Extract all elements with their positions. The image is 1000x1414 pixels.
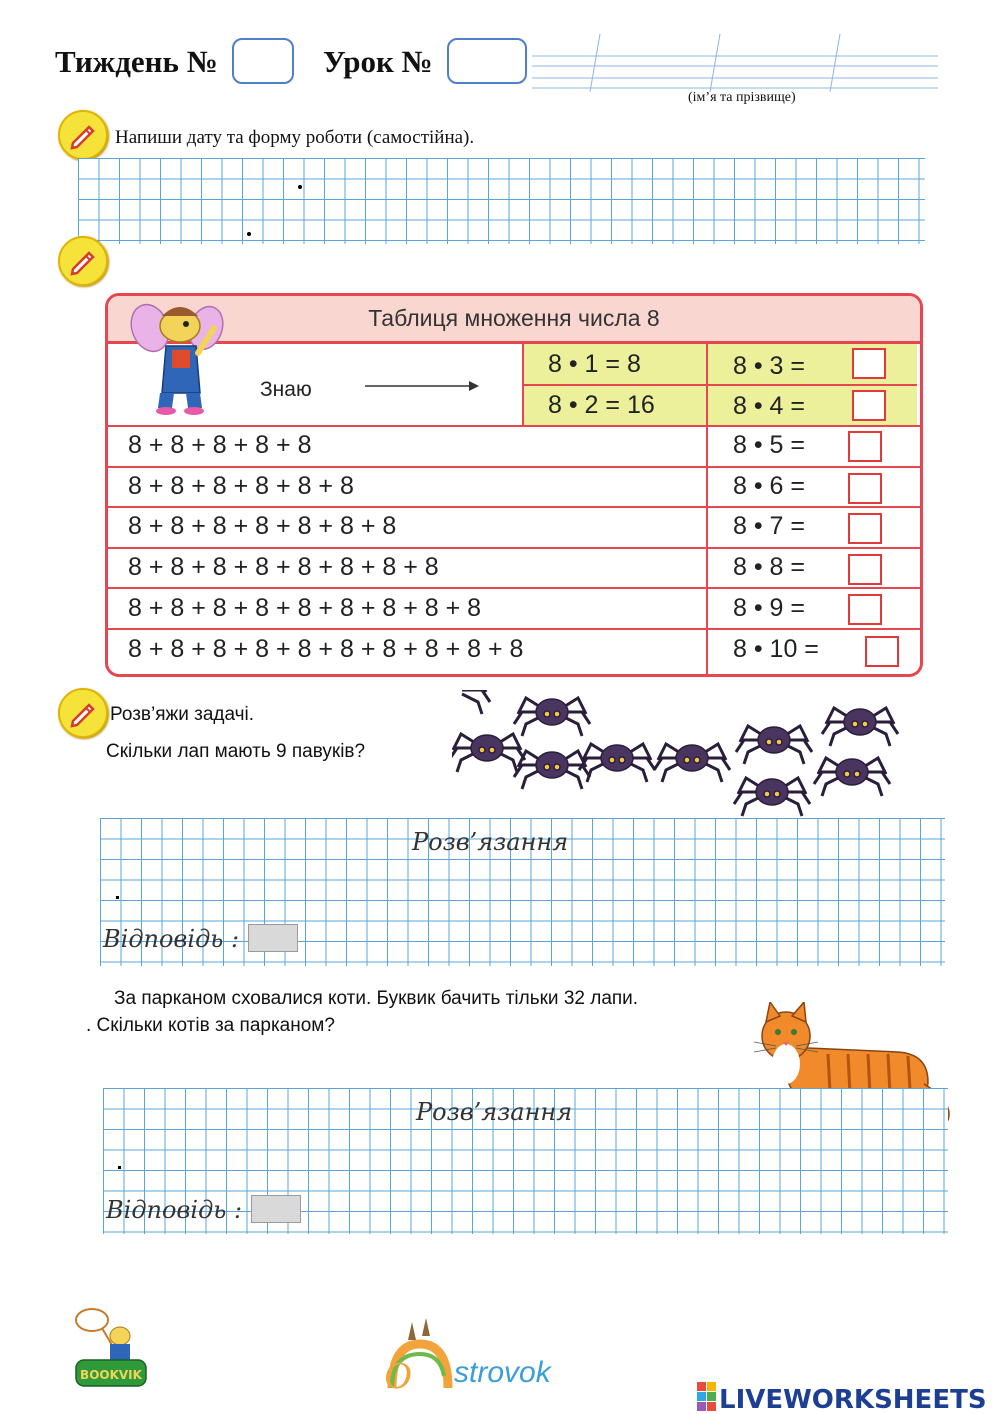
- pencil-icon: [58, 236, 108, 286]
- lesson-number-input[interactable]: [447, 38, 527, 84]
- table-divider: [108, 547, 920, 549]
- expr-row: 8 • 6 =: [733, 472, 805, 500]
- bukvik-logo: [64, 1302, 154, 1392]
- answer-label-1: Відповідь :: [103, 925, 240, 953]
- answer-input-8x5[interactable]: [848, 431, 882, 462]
- ostrovok-logo: [378, 1310, 608, 1396]
- ostrovok-logo-text: strovok: [454, 1356, 551, 1389]
- answer-input-8x9[interactable]: [848, 594, 882, 625]
- problem2-line2: . Скільки котів за парканом?: [86, 1015, 335, 1036]
- lesson-label: Урок №: [323, 44, 433, 79]
- answer-input-problem1[interactable]: [248, 924, 298, 952]
- expr-row: 8 • 10 =: [733, 635, 819, 663]
- expr-8x3: 8 • 3 =: [733, 352, 805, 380]
- grid-dot: [247, 232, 251, 236]
- date-writing-grid[interactable]: [78, 158, 925, 244]
- sum-row: 8 + 8 + 8 + 8 + 8 + 8 + 8: [128, 512, 397, 540]
- spiders-illustration: [452, 690, 912, 830]
- table-divider: [108, 466, 920, 468]
- sum-row: 8 + 8 + 8 + 8 + 8 + 8 + 8 + 8 + 8 + 8: [128, 635, 524, 663]
- table-divider: [108, 506, 920, 508]
- grid-dot: [298, 185, 302, 189]
- bukvik-character-illustration: [128, 298, 228, 416]
- week-number-input[interactable]: [232, 38, 294, 84]
- table-divider: [522, 344, 524, 426]
- answer-input-8x10[interactable]: [865, 636, 899, 667]
- expr-8x4: 8 • 4 =: [733, 392, 805, 420]
- expr-row: 8 • 9 =: [733, 594, 805, 622]
- table-divider: [522, 384, 917, 386]
- bukvik-logo-text: BOOKVIK: [80, 1368, 142, 1382]
- sum-row: 8 + 8 + 8 + 8 + 8 + 8 + 8 + 8: [128, 553, 439, 581]
- sum-row: 8 + 8 + 8 + 8 + 8 + 8: [128, 472, 354, 500]
- week-label: Тиждень №: [55, 44, 218, 79]
- answer-input-8x3[interactable]: [852, 348, 886, 379]
- answer-input-8x4[interactable]: [852, 390, 886, 421]
- solution-label-1: Розв’язання: [412, 828, 569, 856]
- arrow-right-icon: [363, 379, 481, 393]
- known-fact-1: 8 • 1 = 8: [548, 350, 641, 378]
- solution-label-2: Розв’язання: [416, 1098, 573, 1126]
- liveworksheets-text: LIVEWORKSHEETS: [719, 1385, 987, 1414]
- known-label: Знаю: [260, 378, 312, 401]
- expr-row: 8 • 7 =: [733, 512, 805, 540]
- answer-input-problem2[interactable]: [251, 1195, 301, 1223]
- task1-instruction: Напиши дату та форму роботи (самостійна).: [115, 127, 475, 148]
- table-header: [108, 296, 920, 344]
- liveworksheets-logo: [695, 1380, 995, 1414]
- grid-dot: [118, 1166, 121, 1169]
- multiplication-table: [105, 293, 923, 677]
- answer-input-8x6[interactable]: [848, 473, 882, 504]
- answer-input-8x8[interactable]: [848, 554, 882, 585]
- table-divider: [108, 587, 920, 589]
- sum-row: 8 + 8 + 8 + 8 + 8: [128, 431, 312, 459]
- table-divider: [108, 425, 920, 427]
- ostrovok-logo-initial: O: [384, 1355, 412, 1396]
- pencil-icon: [58, 110, 108, 160]
- table-divider: [108, 628, 920, 630]
- name-caption: (ім’я та прізвище): [688, 90, 796, 105]
- problem2-line1: За парканом сховалися коти. Буквик бачить тільки 32 лапи.: [114, 988, 639, 1009]
- table-title: Таблиця множення числа 8: [368, 305, 660, 331]
- pencil-icon: [58, 688, 108, 738]
- expr-row: 8 • 5 =: [733, 431, 805, 459]
- table-divider: [706, 344, 708, 674]
- known-fact-2: 8 • 2 = 16: [548, 391, 655, 419]
- sum-row: 8 + 8 + 8 + 8 + 8 + 8 + 8 + 8 + 8: [128, 594, 482, 622]
- grid-dot: [116, 896, 119, 899]
- expr-row: 8 • 8 =: [733, 553, 805, 581]
- task3-instruction: Розв’яжи задачі.: [110, 704, 255, 725]
- answer-input-8x7[interactable]: [848, 513, 882, 544]
- problem1-text: Скільки лап мають 9 павуків?: [106, 741, 366, 762]
- answer-label-2: Відповідь :: [106, 1196, 243, 1224]
